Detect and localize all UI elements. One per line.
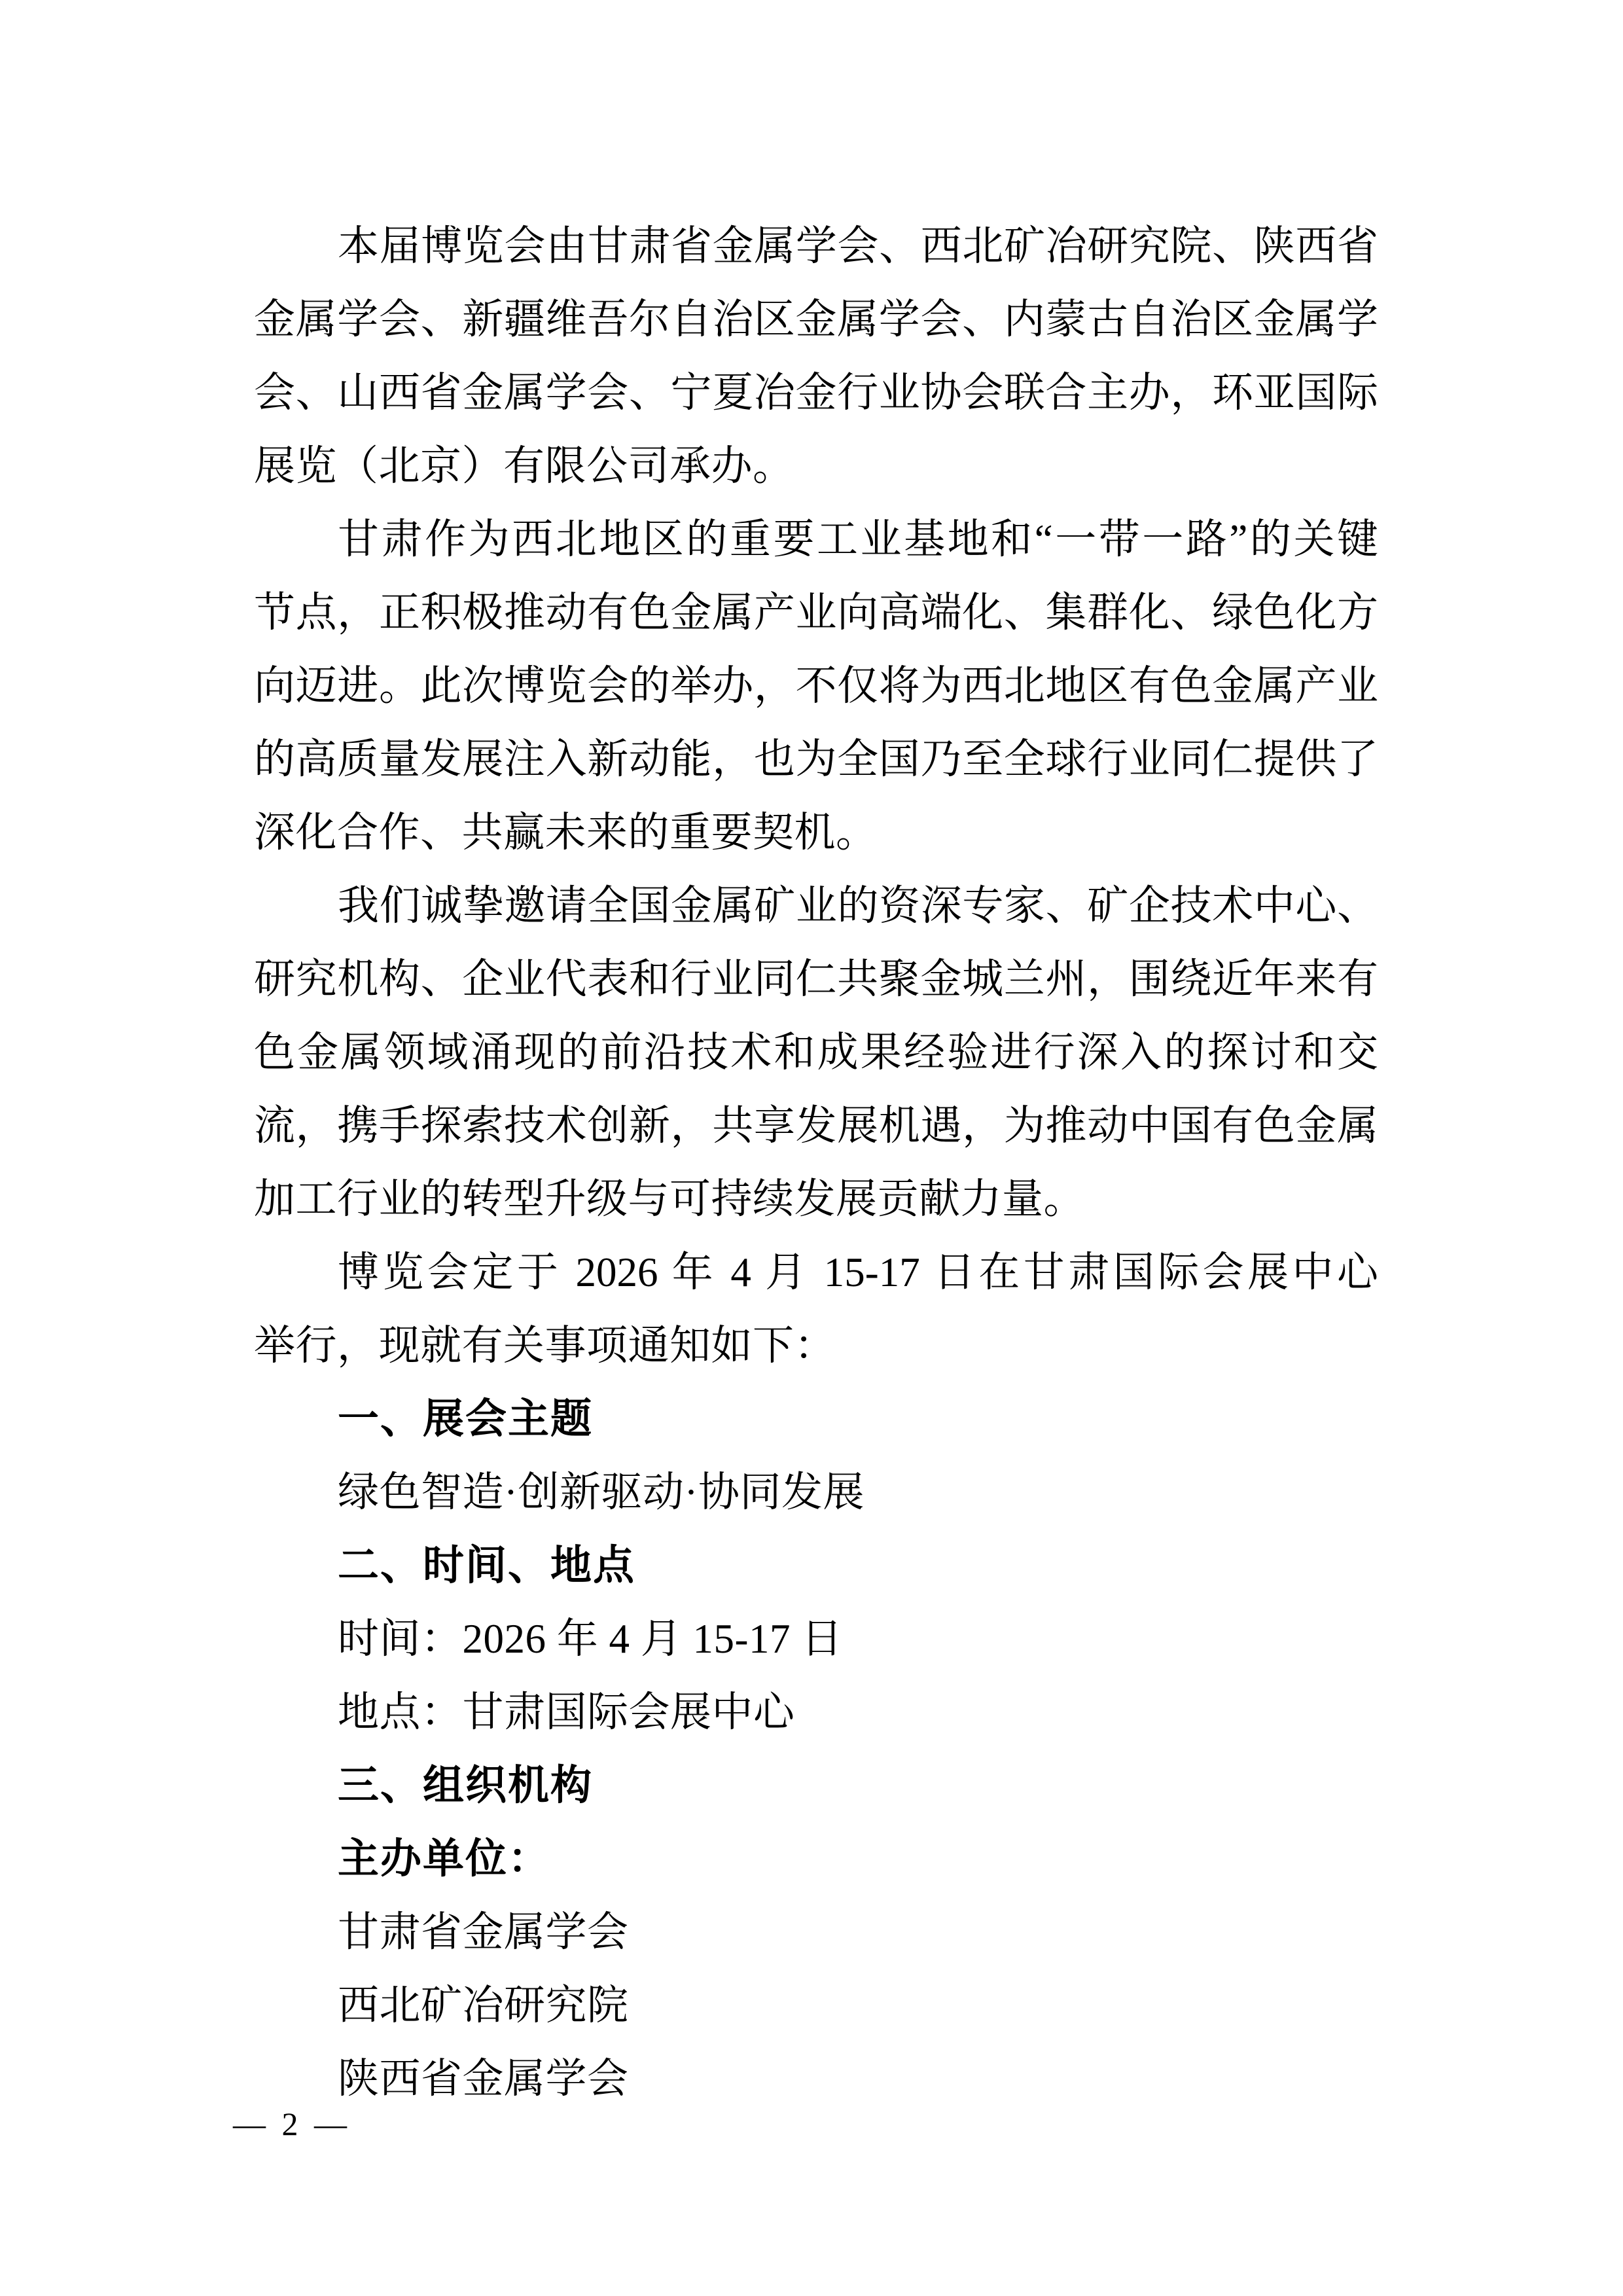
document-line: 三、组织机构 [338,1763,593,1808]
document-line: 博览会定于 2026 年 4 月 15-17 日在甘肃国际会展中心 [338,1249,1378,1295]
document-line: 流，携手探索技术创新，共享发展机遇，为推动中国有色金属 [254,1103,1378,1149]
page-number: — 2 — [233,2106,351,2142]
document-line: 二、时间、地点 [338,1543,635,1588]
document-line: 的高质量发展注入新动能，也为全国乃至全球行业同仁提供了 [254,736,1378,782]
document-line: 甘肃作为西北地区的重要工业基地和“一带一路”的关键 [338,516,1378,562]
document-line: 陕西省金属学会 [338,2056,629,2102]
document-line: 色金属领域涌现的前沿技术和成果经验进行深入的探讨和交 [254,1030,1378,1075]
document-line: 我们诚挚邀请全国金属矿业的资深专家、矿企技术中心、 [338,883,1378,929]
document-line: 节点，正积极推动有色金属产业向高端化、集群化、绿色化方 [254,590,1378,636]
document-line: 主办单位： [338,1836,550,1882]
document-line: 时间：2026 年 4 月 15-17 日 [338,1616,843,1662]
document-line: 深化合作、共赢未来的重要契机。 [254,810,878,855]
document-line: 展览（北京）有限公司承办。 [254,443,794,489]
document-line: 西北矿冶研究院 [338,1982,629,2028]
document-line: 绿色智造·创新驱动·协同发展 [338,1469,865,1515]
document-line: 地点：甘肃国际会展中心 [338,1689,795,1735]
document-line: 金属学会、新疆维吾尔自治区金属学会、内蒙古自治区金属学 [254,296,1378,342]
document-line: 一、展会主题 [338,1396,593,1442]
document-line: 向迈进。此次博览会的举办，不仅将为西北地区有色金属产业 [254,663,1378,709]
document-line: 本届博览会由甘肃省金属学会、西北矿冶研究院、陕西省 [338,223,1378,269]
document-body [254,209,1378,2115]
document-line: 加工行业的转型升级与可持续发展贡献力量。 [254,1176,1085,1222]
document-line: 研究机构、企业代表和行业同仁共聚金城兰州，围绕近年来有 [254,956,1378,1002]
document-line: 甘肃省金属学会 [338,1909,629,1955]
document-line: 举行，现就有关事项通知如下： [254,1323,836,1369]
document-line: 会、山西省金属学会、宁夏冶金行业协会联合主办，环亚国际 [254,370,1378,416]
